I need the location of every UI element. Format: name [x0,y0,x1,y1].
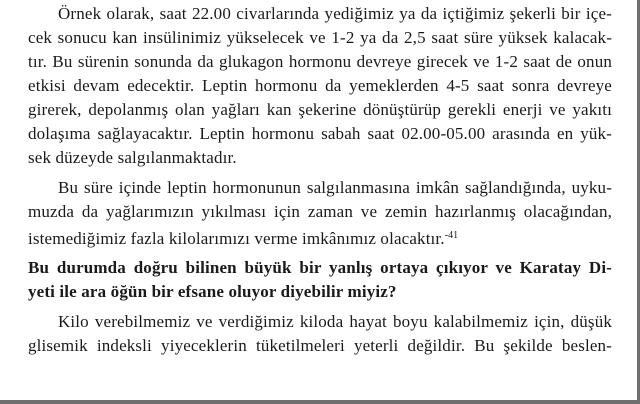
paragraph-4-line-1: Kilo verebilmemiz ve verdiğimiz kiloda hayat boyu kalabilmemiz için, düşük [58,312,612,331]
paragraph-1-line-4: etkisi devam edecektir. Leptin hormonu da yemeklerden 4-5 saat sonra devreye [28,76,612,95]
footnote-marker: -41 [444,230,459,241]
question-line-2: yeti ile ara öğün bir efsane oluyor diyebilir miyiz? [28,282,397,301]
paragraph-2-line-1: Bu süre içinde leptin hormonunun salgılanmasına imkân sağlandığında, uyku- [58,178,612,197]
paragraph-2-line-3-text: istemediğimiz fazla kilolarımızı verme imkânımız olacaktır. [28,229,445,248]
paragraph-2-line-2: muzda da yağlarımızın yıkılması için zaman ve zemin hazırlanmış olacağından, [28,202,612,221]
paragraph-1-line-1: Örnek olarak, saat 22.00 civarlarında yediğimiz ya da içtiğimiz şekerli bir içe- [58,4,612,23]
question-line-1: Bu durumda doğru bilinen büyük bir yanlış ortaya çıkıyor ve Karatay Di- [28,258,612,277]
paragraph-1-line-2: cek sonucu kan insülinimiz yükselecek ve 1-2 ya da 2,5 saat süre yüksek kalacak- [28,28,612,47]
paragraph-1-line-5: girerek, depolanmış olan yağları kan şekerine dönüştürüp gerekli enerji ve yakıtı [28,100,612,119]
paragraph-2-line-3 [28,224,612,248]
paragraph-4-line-2: glisemik indeksli yiyeceklerin tüketilmeleri yeterli değildir. Bu şekilde beslen- [28,336,612,355]
paragraph-1-line-6: dolaşıma sağlayacaktır. Leptin hormonu sabah saat 02.00-05.00 arasında en yük- [28,124,612,143]
footnote-number: 41 [448,230,459,241]
paragraph-1-line-7: sek düzeyde salgılanmaktadır. [28,148,237,167]
paragraph-1-line-3: tır. Bu sürenin sonunda da glukagon hormonu devreye girecek ve 1-2 saat de onun [28,52,612,71]
